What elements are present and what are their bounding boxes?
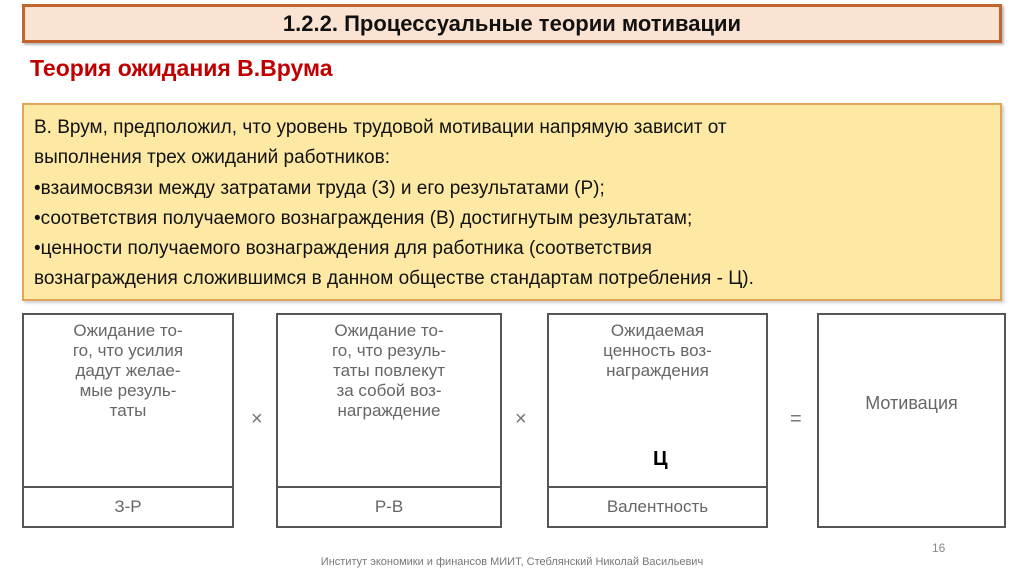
value-mark: Ц (653, 448, 668, 470)
text-line: •соответствия получаемого вознаграждения (В) достигнутым результатам; (34, 207, 693, 229)
text-block (22, 103, 1002, 301)
text-line: •ценности получаемого вознаграждения для работника (соответствия (34, 238, 652, 260)
box-label: З-Р (114, 497, 142, 516)
equals-sign: = (790, 408, 802, 430)
box-text: Ожидание то- го, что резуль- таты повлекут за собой воз- награждение (278, 315, 500, 488)
box-label: Валентность (606, 497, 709, 516)
motivation-box: Мотивация (817, 313, 1006, 528)
multiply-sign: × (251, 408, 263, 430)
footer: Институт экономики и финансов МИИТ, Стеблянский Николай Васильевич (320, 556, 704, 568)
slide-title: 1.2.2. Процессуальные теории мотивации (22, 4, 1002, 43)
box-label: Р-В (374, 497, 404, 516)
page-number: 16 (932, 541, 946, 555)
effort-result-box (22, 313, 234, 528)
slide-subtitle: Теория ожидания В.Врума (30, 55, 333, 81)
multiply-sign: × (515, 408, 527, 430)
text-line: вознаграждения сложившимся в данном обществе стандартам потребления - Ц). (34, 268, 754, 290)
text-line: В. Врум, предположил, что уровень трудовой мотивации напрямую зависит от (34, 117, 727, 138)
valence-box (547, 313, 768, 528)
result-reward-box (276, 313, 502, 528)
text-line: выполнения трех ожиданий работников: (34, 147, 390, 169)
box-text: Ожидание то- го, что усилия дадут желае- мые резуль- таты (24, 315, 232, 488)
text-line: •взаимосвязи между затратами труда (З) и его результатами (Р); (34, 177, 605, 199)
box-text (549, 315, 766, 488)
box-text-content: Ожидаемая ценность воз- награждения (603, 321, 712, 380)
